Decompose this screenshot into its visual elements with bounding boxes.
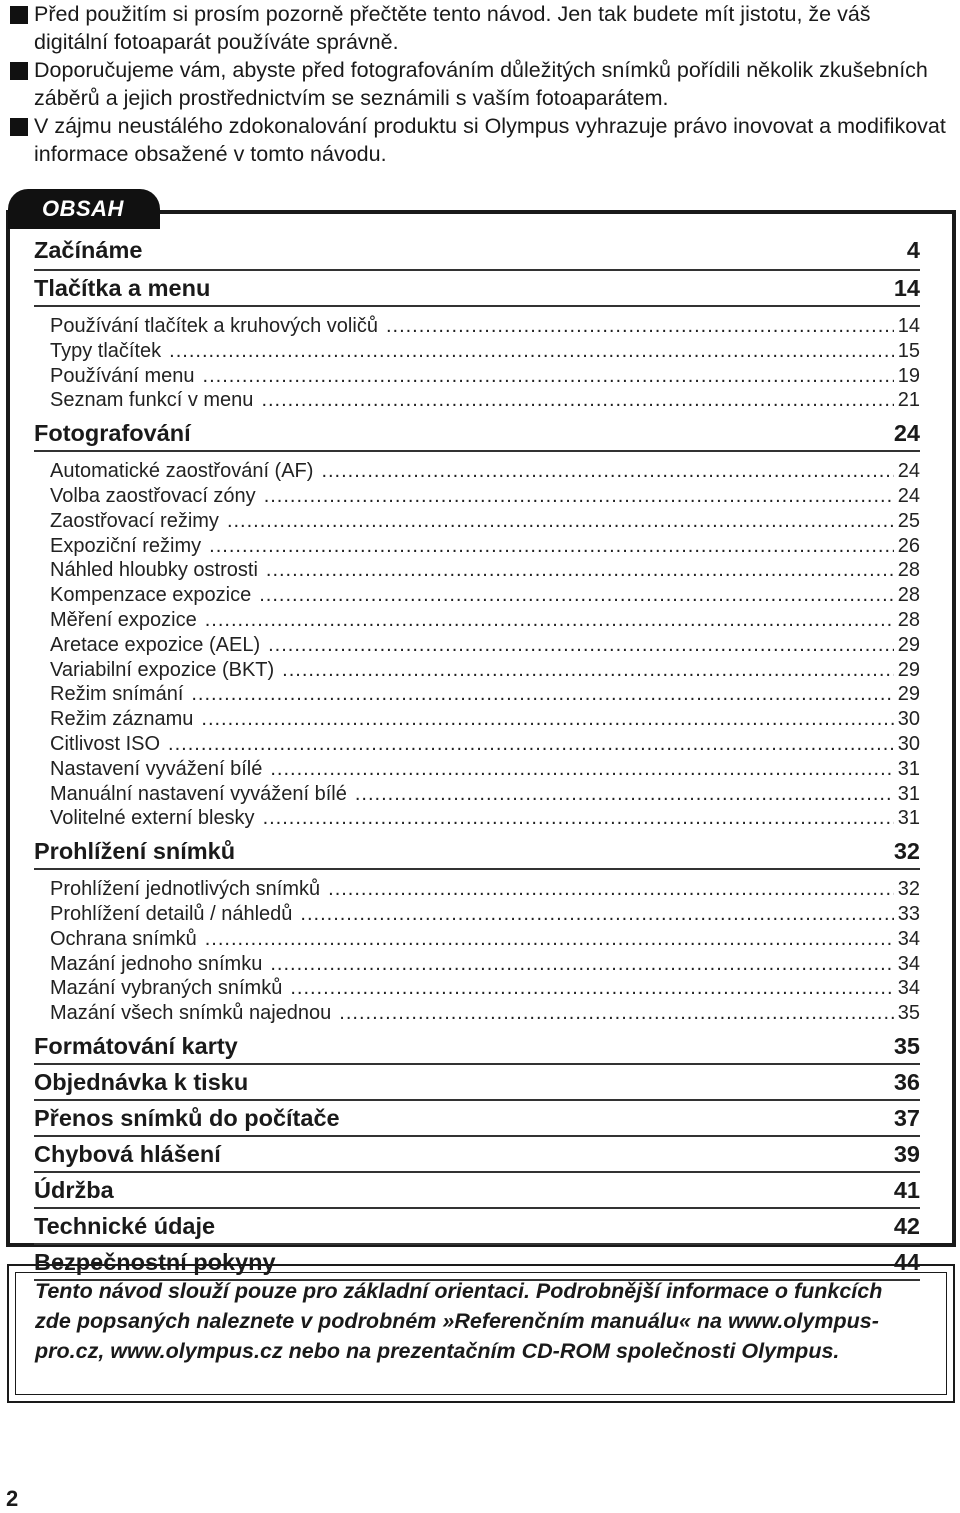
toc-chapter-title: Fotografování xyxy=(34,420,191,447)
toc-item xyxy=(34,339,920,364)
toc-item-page: 31 xyxy=(897,807,920,830)
toc-item-title: Nastavení vyvážení bílé xyxy=(50,757,263,780)
toc-item-page: 28 xyxy=(897,608,920,631)
toc-item-leader xyxy=(328,877,894,902)
toc-item-title: Používání tlačítek a kruhových voličů xyxy=(50,315,378,337)
toc-chapter-title: Bezpečnostní pokyny xyxy=(34,1248,276,1275)
toc-item-leader xyxy=(203,364,894,389)
toc-item-leader xyxy=(290,976,894,1001)
toc-item-title: Režim záznamu xyxy=(50,708,194,731)
toc-item-leader xyxy=(264,484,894,509)
toc-item-leader xyxy=(266,558,894,583)
toc-item-leader xyxy=(270,952,894,977)
intro-notes xyxy=(10,0,950,168)
toc-chapter-title: Přenos snímků do počítače xyxy=(34,1104,340,1131)
toc-chapter xyxy=(34,416,920,450)
toc-chapter-page: 44 xyxy=(893,1248,920,1275)
bullet-square-icon xyxy=(10,6,28,24)
toc-item-leader xyxy=(205,927,894,952)
info-box xyxy=(7,1264,955,1403)
toc-item-title: Variabilní expozice (BKT) xyxy=(50,658,275,681)
toc-item-title: Prohlížení jednotlivých snímků xyxy=(50,878,321,901)
toc-item-title: Volitelné externí blesky xyxy=(50,807,255,830)
toc-item-page: 35 xyxy=(897,1002,920,1025)
toc-chapter xyxy=(34,1065,920,1099)
toc-chapter-page: 41 xyxy=(893,1176,920,1203)
toc-item xyxy=(34,732,920,757)
toc-chapter-page: 37 xyxy=(893,1104,920,1131)
toc-item-title: Mazání všech snímků najednou xyxy=(50,1002,332,1025)
toc-item xyxy=(34,757,920,782)
intro-note xyxy=(10,56,950,112)
toc-item xyxy=(34,902,920,927)
toc-item xyxy=(34,583,920,608)
toc-item-leader xyxy=(282,658,894,683)
toc-chapter-title: Začínáme xyxy=(34,237,143,263)
toc-heading: OBSAH xyxy=(42,196,124,221)
toc-chapter-page: 35 xyxy=(893,1032,920,1059)
toc-item-title: Používání menu xyxy=(50,364,195,387)
intro-note xyxy=(10,0,950,56)
toc-item-page: 28 xyxy=(897,584,920,607)
toc-item-leader xyxy=(270,757,894,782)
toc-item-title: Seznam funkcí v menu xyxy=(50,389,254,412)
toc-item-title: Náhled hloubky ostrosti xyxy=(50,559,258,582)
intro-note xyxy=(10,112,950,168)
toc-item xyxy=(34,782,920,807)
toc-item-page: 21 xyxy=(897,389,920,412)
toc-item-page: 31 xyxy=(897,757,920,780)
toc-item-page: 29 xyxy=(897,683,920,706)
toc-item-leader xyxy=(205,608,894,633)
toc-item-leader xyxy=(169,339,894,364)
toc-item-page: 30 xyxy=(897,732,920,755)
toc-item xyxy=(34,459,920,484)
toc-chapter-page: 14 xyxy=(893,275,920,301)
toc-item-page: 28 xyxy=(897,559,920,582)
toc-item-page: 24 xyxy=(897,484,920,507)
toc-item xyxy=(34,877,920,902)
toc-item-page: 34 xyxy=(897,952,920,975)
toc-item-leader xyxy=(191,682,894,707)
toc-item-page: 25 xyxy=(897,509,920,532)
toc-item-title: Ochrana snímků xyxy=(50,927,197,950)
toc-item xyxy=(34,534,920,559)
toc-item xyxy=(34,314,920,339)
toc-item-leader xyxy=(355,782,894,807)
toc-item-title: Zaostřovací režimy xyxy=(50,509,219,532)
toc-item-leader xyxy=(201,707,894,732)
toc-item xyxy=(34,682,920,707)
toc-item xyxy=(34,806,920,831)
toc-chapter xyxy=(34,1137,920,1171)
toc-item-title: Volba zaostřovací zóny xyxy=(50,484,256,507)
toc-item-page: 34 xyxy=(897,977,920,1000)
toc-item-title: Režim snímání xyxy=(50,683,184,706)
toc-item xyxy=(34,633,920,658)
toc-chapter-page: 39 xyxy=(893,1140,920,1167)
toc-item-page: 32 xyxy=(897,878,920,901)
toc-item-leader xyxy=(300,902,894,927)
toc-item xyxy=(34,952,920,977)
toc-item-leader xyxy=(227,509,894,534)
toc-item-page: 30 xyxy=(897,708,920,731)
toc-item-leader xyxy=(259,583,894,608)
toc-item-title: Expoziční režimy xyxy=(50,534,202,557)
toc-item-leader xyxy=(321,459,894,484)
toc-chapter-title: Údržba xyxy=(34,1176,114,1203)
toc-chapter xyxy=(34,233,920,269)
toc-item-title: Mazání jednoho snímku xyxy=(50,952,263,975)
toc-item xyxy=(34,1001,920,1026)
toc-item-leader xyxy=(209,534,894,559)
toc-chapter xyxy=(34,1029,920,1063)
toc-chapter xyxy=(34,271,920,305)
toc-chapter-title: Chybová hlášení xyxy=(34,1140,221,1167)
toc-item xyxy=(34,927,920,952)
toc-item-page: 14 xyxy=(897,315,920,337)
toc-item xyxy=(34,364,920,389)
toc-item-page: 33 xyxy=(897,902,920,925)
toc-item-leader xyxy=(339,1001,894,1026)
toc-item-title: Automatické zaostřování (AF) xyxy=(50,460,314,483)
toc-chapter-page: 24 xyxy=(893,420,920,447)
toc-item xyxy=(34,388,920,413)
intro-note-text: Před použitím si prosím pozorně přečtěte tento návod. Jen tak budete mít jistotu, že váš digitální fotoaparát používáte správně. xyxy=(34,2,871,54)
toc-item-leader xyxy=(168,732,894,757)
toc-item-title: Kompenzace expozice xyxy=(50,584,252,607)
toc-item-leader xyxy=(386,314,894,339)
toc-chapter-page: 4 xyxy=(906,237,920,263)
toc-chapter xyxy=(34,1101,920,1135)
toc-item xyxy=(34,658,920,683)
toc-item-page: 15 xyxy=(897,339,920,362)
intro-note-text: V zájmu neustálého zdokonalování produktu si Olympus vyhrazuje právo inovovat a modifikovat informace obsažené v tomto návodu. xyxy=(34,114,946,166)
toc-item-page: 31 xyxy=(897,782,920,805)
table-of-contents xyxy=(34,233,920,1281)
toc-item-title: Prohlížení detailů / náhledů xyxy=(50,902,293,925)
toc-item xyxy=(34,558,920,583)
toc-item-title: Aretace expozice (AEL) xyxy=(50,633,261,656)
toc-chapter-page: 32 xyxy=(893,838,920,865)
toc-chapter xyxy=(34,1173,920,1207)
toc-item-title: Měření expozice xyxy=(50,608,197,631)
bullet-square-icon xyxy=(10,62,28,80)
toc-item xyxy=(34,976,920,1001)
toc-item-page: 29 xyxy=(897,658,920,681)
toc-item-title: Typy tlačítek xyxy=(50,339,162,362)
toc-item-title: Mazání vybraných snímků xyxy=(50,977,283,1000)
toc-item xyxy=(34,707,920,732)
toc-chapter-page: 42 xyxy=(893,1212,920,1239)
toc-chapter-title: Objednávka k tisku xyxy=(34,1068,249,1095)
info-text: Tento návod slouží pouze pro základní orientaci. Podrobnější informace o funkcích zde popsaných naleznete v podrobném »Referenčním manuálu« na www.olympus-pro.cz, www.olympus.cz nebo na prezentačním CD-ROM společnosti Olympus. xyxy=(35,1279,883,1363)
toc-item-title: Citlivost ISO xyxy=(50,732,161,755)
toc-item-page: 24 xyxy=(897,460,920,483)
toc-item-page: 29 xyxy=(897,633,920,656)
toc-chapter-title: Prohlížení snímků xyxy=(34,838,236,865)
toc-item-leader xyxy=(261,388,894,413)
toc-item xyxy=(34,608,920,633)
toc-chapter xyxy=(34,834,920,868)
toc-item xyxy=(34,484,920,509)
toc-chapter-title: Technické údaje xyxy=(34,1212,216,1239)
toc-chapter xyxy=(34,1209,920,1243)
intro-note-text: Doporučujeme vám, abyste před fotografováním důležitých snímků pořídili několik zkušebních záběrů a jejich prostřednictvím se seznámili s vaším fotoaparátem. xyxy=(34,58,928,110)
toc-item-leader xyxy=(263,806,894,831)
toc-item-leader xyxy=(268,633,894,658)
toc-item-title: Manuální nastavení vyvážení bílé xyxy=(50,782,347,805)
toc-chapter-title: Tlačítka a menu xyxy=(34,275,211,301)
toc-heading-tab xyxy=(8,189,160,229)
page-number: 2 xyxy=(6,1486,19,1511)
toc-item xyxy=(34,509,920,534)
toc-chapter-title: Formátování karty xyxy=(34,1032,238,1059)
toc-item-page: 34 xyxy=(897,927,920,950)
toc-item-page: 26 xyxy=(897,534,920,557)
toc-chapter-page: 36 xyxy=(893,1068,920,1095)
toc-item-page: 19 xyxy=(897,364,920,387)
bullet-square-icon xyxy=(10,118,28,136)
